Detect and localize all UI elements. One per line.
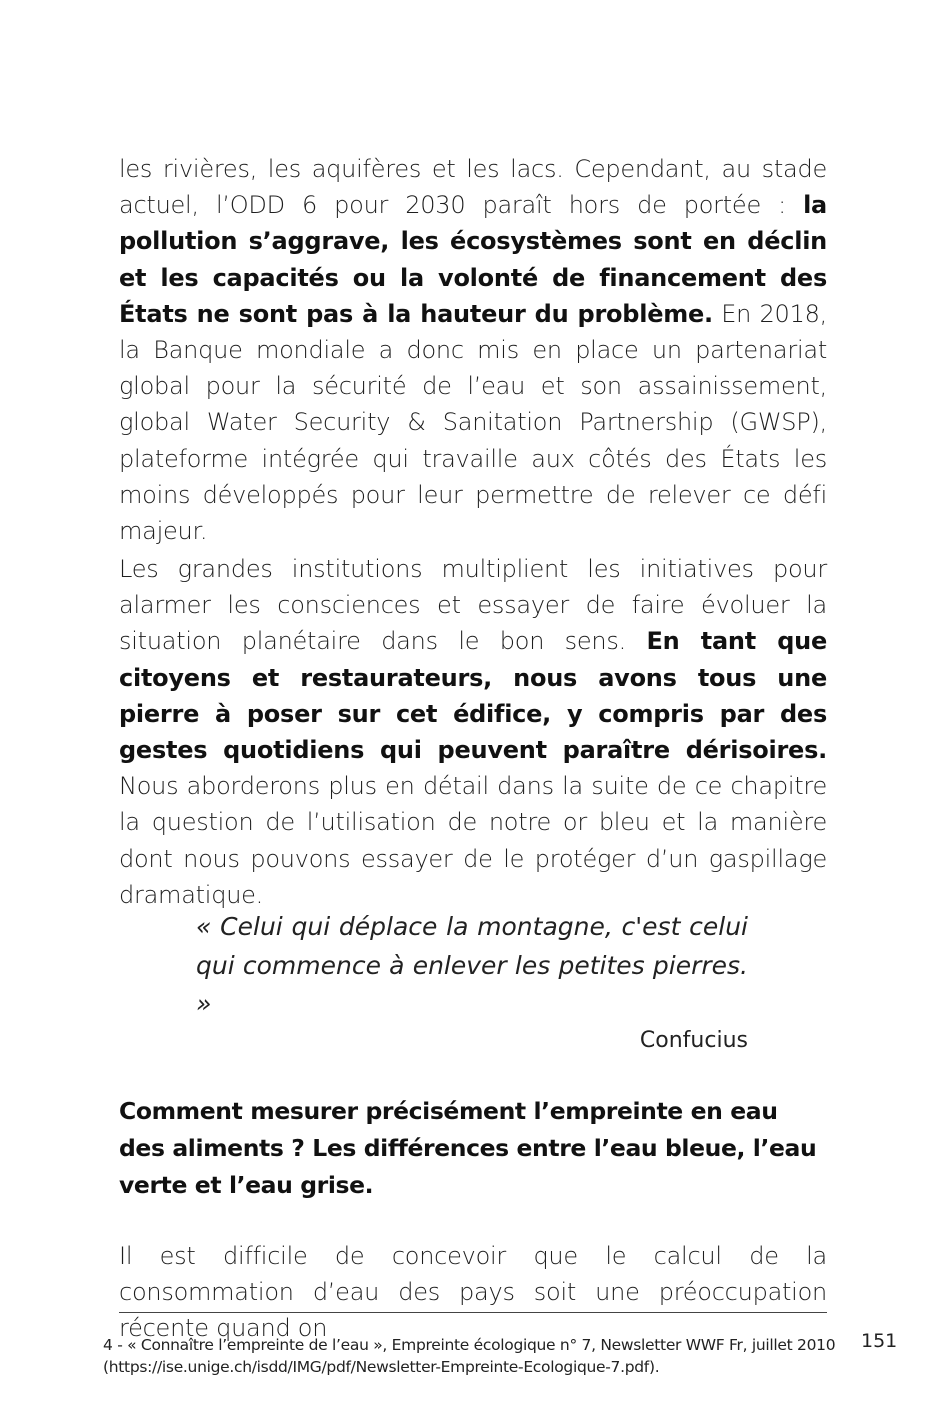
footnote-line-2: (https://ise.unige.ch/isdd/IMG/pdf/Newsletter-Empreinte-Ecologique-7.pdf). [103, 1358, 660, 1376]
paragraph-2-lead: Les grandes institutions multiplient les initiatives pour alarmer les consciences et essayer de faire évoluer la situation planétaire dans le bon sens. [119, 555, 827, 656]
paragraph-2-tail: Nous aborderons plus en détail dans la suite de ce chapitre la question de l’utilisation de notre or bleu et la manière dont nous pouvons essayer de le protéger d’un gaspillage dramatique. [119, 772, 827, 909]
page-number: 151 [861, 1330, 898, 1352]
paragraph-3: Il est difficile de concevoir que le calcul de la consommation d’eau des pays soit une préoccupation récente quand on [119, 1242, 827, 1343]
quote-text: « Celui qui déplace la montagne, c'est celui qui commence à enlever les petites pierres. » [196, 912, 748, 1018]
footnote [103, 1334, 863, 1378]
footnote-divider [119, 1312, 827, 1313]
paragraph-1 [119, 151, 827, 549]
paragraph-2-emphasis: En tant que citoyens et restaurateurs, nous avons tous une pierre à poser sur cet édifice, y compris par des gestes quotidiens qui peuvent paraître dérisoires. [119, 627, 827, 765]
paragraph-2 [119, 551, 827, 913]
quote-author: Confucius [639, 1028, 748, 1053]
paragraph-1-lead: les rivières, les aquifères et les lacs. Cependant, au stade actuel, l’ODD 6 pour 2030 paraît hors de portée : [119, 155, 827, 220]
section-heading: Comment mesurer précisément l’empreinte en eau des aliments ? Les différences entre l’eau bleue, l’eau verte et l’eau grise. [119, 1097, 817, 1199]
footnote-line-1: 4 - « Connaître l’empreinte de l’eau », Empreinte écologique n° 7, Newsletter WWF Fr, juillet 2010 [103, 1336, 836, 1354]
paragraph-1-tail: En 2018, la Banque mondiale a donc mis en place un partenariat global pour la sécurité de l’eau et son assainissement, global Water Security & Sanitation Partnership (GWSP), plateforme intégrée qui travaille aux côtés des États les moins développés pour leur permettre de relever ce défi majeur. [119, 299, 827, 546]
paragraph-1-emphasis: la pollution s’aggrave, les écosystèmes sont en déclin et les capacités ou la volonté de financement des États ne sont pas à la hauteur du problème. [119, 191, 827, 328]
